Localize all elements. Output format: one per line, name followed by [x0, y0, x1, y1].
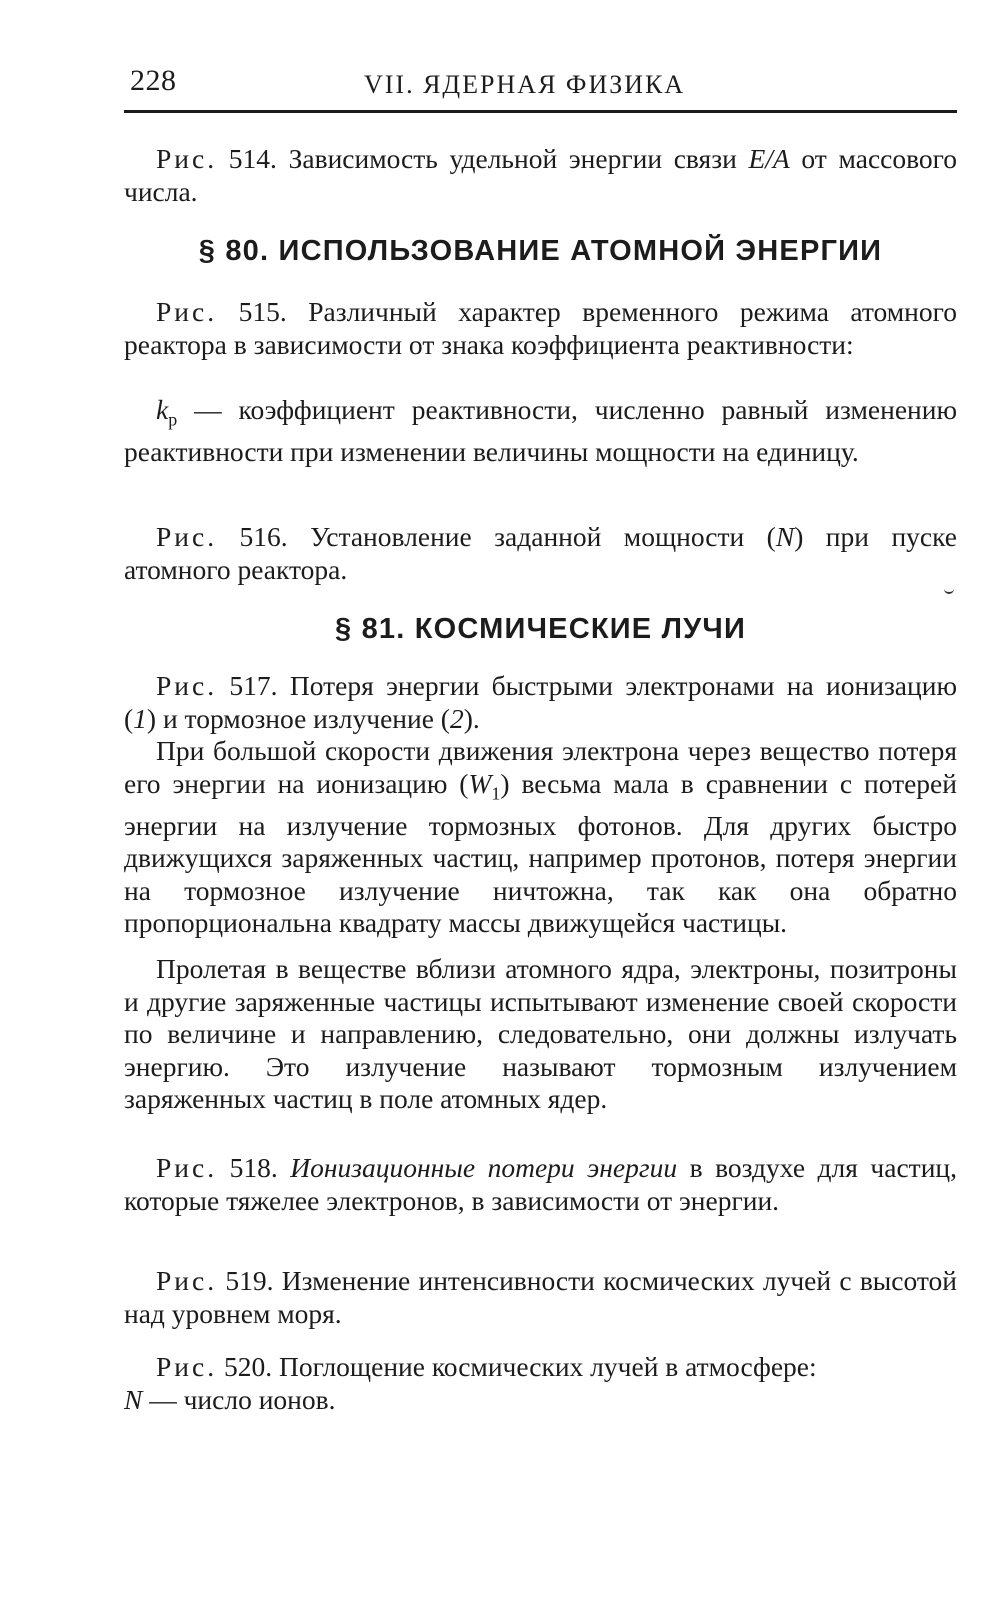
caption-label: Рис. — [156, 670, 218, 701]
stray-mark — [944, 588, 954, 594]
caption-text-mid: ) и тормозное излучение ( — [146, 702, 450, 734]
legend-definition: — число ионов. — [142, 1384, 336, 1415]
caption-text: 517. Потеря энергии быстрыми электронами на ионизацию ( — [124, 670, 957, 734]
formula: E/A — [748, 143, 790, 174]
caption-fig-520 — [124, 1351, 957, 1384]
caption-text-end: от массового числа. — [124, 143, 957, 207]
caption-label: Рис. — [156, 1152, 218, 1183]
symbol: N — [124, 1384, 143, 1415]
caption-text: 515. Различный характер временного режима атомного реактора в зависимости от знака коэффициента реактивности: — [124, 296, 957, 360]
caption-label: Рис. — [156, 1265, 218, 1296]
page-number: 228 — [130, 64, 177, 97]
header-rule — [124, 110, 957, 113]
caption-text: 516. Установление заданной мощности ( — [217, 521, 776, 552]
caption-text-end: ) при пуске атомного реактора. — [124, 521, 957, 585]
paragraph-text-end: ) весьма мала в сравнении с потерей энергии на излучение тормозных фотонов. Для других быстро движущихся заряженных частиц, например протонов, потеря энергии на тормозное излучение ничтожна, так как она обратно пропорциональна квадрату массы движущейся частицы. — [124, 767, 957, 938]
caption-label: Рис. — [156, 296, 218, 327]
caption-italic: Ионизационные потери энергии — [290, 1152, 678, 1183]
caption-label: Рис. — [156, 1351, 218, 1382]
caption-text-end: ). — [463, 702, 480, 734]
caption-label: Рис. — [156, 521, 218, 552]
symbol: k — [156, 394, 169, 425]
paragraph-text: При большой скорости движения электрона через вещество потеря его энергии на ионизацию ( — [124, 735, 957, 799]
caption-fig-518 — [124, 1152, 957, 1217]
caption-fig-515 — [124, 296, 957, 361]
symbol-subscript: 1 — [491, 783, 501, 803]
caption-text-end: в воздухе для частиц, которые тяжелее электронов, в зависимости от энергии. — [124, 1152, 957, 1216]
caption-label: Рис. — [156, 143, 218, 174]
caption-fig-520-legend — [124, 1384, 957, 1417]
caption-text: 519. Изменение интенсивности космических лучей с высотой над уровнем моря. — [124, 1265, 957, 1329]
symbol-subscript: р — [168, 409, 178, 430]
curve-number: 1 — [133, 702, 147, 734]
caption-fig-516 — [124, 521, 957, 586]
section-heading-81: § 81. КОСМИЧЕСКИЕ ЛУЧИ — [335, 613, 746, 645]
caption-fig-519 — [124, 1265, 957, 1330]
caption-text: 520. Поглощение космических лучей в атмосфере: — [217, 1351, 817, 1382]
curve-number: 2 — [449, 702, 464, 734]
symbol: N — [775, 521, 795, 552]
caption-text: 518. — [217, 1152, 291, 1183]
section-heading-80: § 80. ИСПОЛЬЗОВАНИЕ АТОМНОЙ ЭНЕРГИИ — [198, 235, 883, 267]
caption-text: 514. Зависимость удельной энергии связи — [217, 143, 749, 174]
caption-fig-514 — [124, 143, 957, 208]
page-header — [124, 60, 957, 112]
caption-fig-517 — [124, 670, 957, 735]
symbol: W — [468, 767, 492, 799]
body-paragraph — [124, 735, 957, 940]
legend-definition: — коэффициент реактивности, численно равный изменению реактивности при изменении величины мощности на единицу. — [124, 394, 957, 467]
body-paragraph: Пролетая в веществе вблизи атомного ядра, электроны, позитроны и другие заряженные частицы испытывают изменение своей скорости по величине и направлению, следовательно, они должны излучать энергию. Это излучение называют тормозным излучением заряженных частиц в поле атомных ядер. — [124, 953, 957, 1114]
caption-fig-515-legend — [124, 394, 957, 469]
running-head: VII. ЯДЕРНАЯ ФИЗИКА — [364, 70, 686, 99]
